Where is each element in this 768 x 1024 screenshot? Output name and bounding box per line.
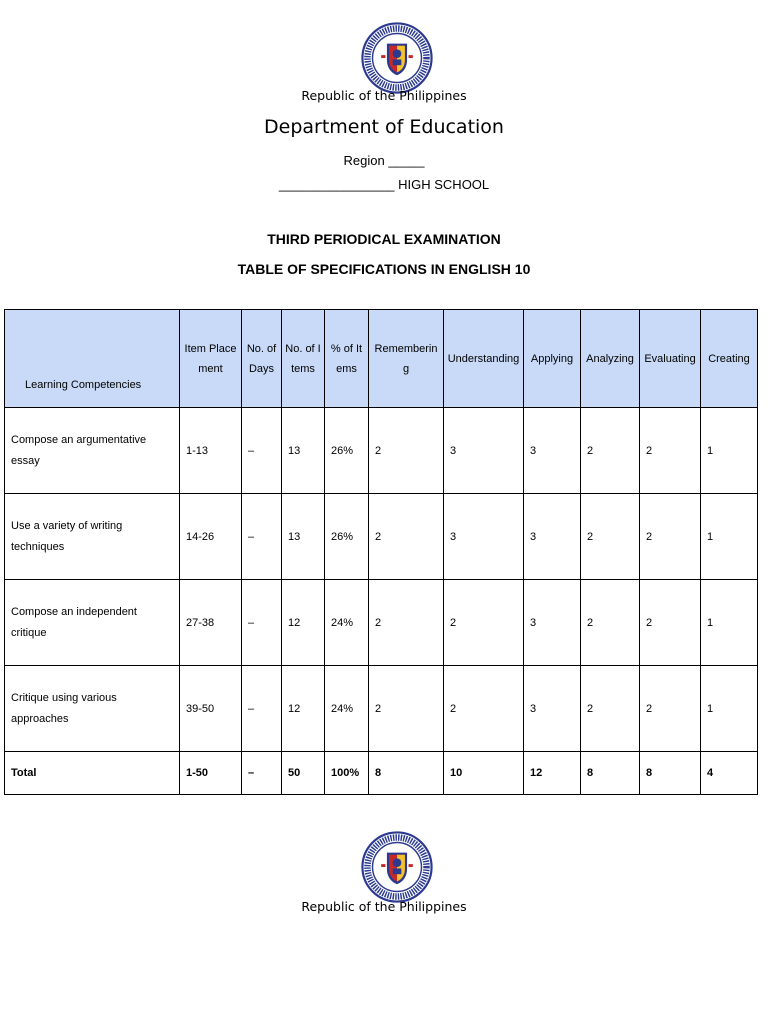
table-row bbox=[5, 666, 758, 752]
items-cell: 12 bbox=[282, 580, 325, 666]
department-title: Department of Education bbox=[264, 116, 504, 138]
competency-cell: Critique using various approaches bbox=[5, 666, 180, 752]
percent-cell: 26% bbox=[325, 494, 369, 580]
remembering-cell: 2 bbox=[369, 580, 444, 666]
placement-cell: 14-26 bbox=[180, 494, 242, 580]
table-header-row bbox=[5, 310, 758, 408]
placement-cell: 39-50 bbox=[180, 666, 242, 752]
evaluating-cell: 2 bbox=[640, 494, 701, 580]
competency-cell: Use a variety of writing techniques bbox=[5, 494, 180, 580]
col-creating: Creating bbox=[701, 310, 758, 408]
analyzing-cell: 2 bbox=[581, 580, 640, 666]
items-cell: 13 bbox=[282, 494, 325, 580]
region-line: Region _____ bbox=[343, 153, 425, 168]
total-understanding-cell: 10 bbox=[444, 752, 524, 795]
school-line: ________________ HIGH SCHOOL bbox=[278, 177, 490, 192]
evaluating-cell: 2 bbox=[640, 408, 701, 494]
placement-cell: 27-38 bbox=[180, 580, 242, 666]
total-days-cell: – bbox=[242, 752, 282, 795]
col-remembering: Remembering bbox=[369, 310, 444, 408]
remembering-cell: 2 bbox=[369, 408, 444, 494]
days-cell: – bbox=[242, 666, 282, 752]
applying-cell: 3 bbox=[524, 666, 581, 752]
total-label-cell: Total bbox=[5, 752, 180, 795]
understanding-cell: 3 bbox=[444, 494, 524, 580]
understanding-cell: 2 bbox=[444, 580, 524, 666]
col-understanding: Understanding bbox=[444, 310, 524, 408]
understanding-cell: 3 bbox=[444, 408, 524, 494]
remembering-cell: 2 bbox=[369, 494, 444, 580]
col-learning-competencies: Learning Competencies bbox=[5, 310, 180, 408]
items-cell: 13 bbox=[282, 408, 325, 494]
understanding-cell: 2 bbox=[444, 666, 524, 752]
days-cell: – bbox=[242, 494, 282, 580]
republic-label: Republic of the Philippines bbox=[301, 88, 467, 103]
applying-cell: 3 bbox=[524, 408, 581, 494]
applying-cell: 3 bbox=[524, 580, 581, 666]
percent-cell: 24% bbox=[325, 580, 369, 666]
total-row bbox=[5, 752, 758, 795]
creating-cell: 1 bbox=[701, 580, 758, 666]
creating-cell: 1 bbox=[701, 666, 758, 752]
analyzing-cell: 2 bbox=[581, 494, 640, 580]
col-analyzing: Analyzing bbox=[581, 310, 640, 408]
table-row bbox=[5, 494, 758, 580]
evaluating-cell: 2 bbox=[640, 666, 701, 752]
total-analyzing-cell: 8 bbox=[581, 752, 640, 795]
col-no-of-days: No. of Days bbox=[242, 310, 282, 408]
placement-cell: 1-13 bbox=[180, 408, 242, 494]
total-creating-cell: 4 bbox=[701, 752, 758, 795]
total-percent-cell: 100% bbox=[325, 752, 369, 795]
col-item-placement: Item Placement bbox=[180, 310, 242, 408]
evaluating-cell: 2 bbox=[640, 580, 701, 666]
total-remembering-cell: 8 bbox=[369, 752, 444, 795]
days-cell: – bbox=[242, 408, 282, 494]
total-items-cell: 50 bbox=[282, 752, 325, 795]
col-no-of-items: No. of Items bbox=[282, 310, 325, 408]
exam-title: THIRD PERIODICAL EXAMINATION bbox=[267, 231, 501, 247]
percent-cell: 26% bbox=[325, 408, 369, 494]
total-evaluating-cell: 8 bbox=[640, 752, 701, 795]
analyzing-cell: 2 bbox=[581, 666, 640, 752]
creating-cell: 1 bbox=[701, 408, 758, 494]
analyzing-cell: 2 bbox=[581, 408, 640, 494]
total-applying-cell: 12 bbox=[524, 752, 581, 795]
deped-seal-logo bbox=[361, 22, 433, 94]
col-applying: Applying bbox=[524, 310, 581, 408]
col-evaluating: Evaluating bbox=[640, 310, 701, 408]
remembering-cell: 2 bbox=[369, 666, 444, 752]
col-percent-of-items: % of Items bbox=[325, 310, 369, 408]
table-title: TABLE OF SPECIFICATIONS IN ENGLISH 10 bbox=[237, 261, 531, 277]
percent-cell: 24% bbox=[325, 666, 369, 752]
creating-cell: 1 bbox=[701, 494, 758, 580]
table-row bbox=[5, 408, 758, 494]
competency-cell: Compose an argumentative essay bbox=[5, 408, 180, 494]
table-row bbox=[5, 580, 758, 666]
items-cell: 12 bbox=[282, 666, 325, 752]
footer-republic-label: Republic of the Philippines bbox=[301, 899, 467, 914]
competency-cell: Compose an independent critique bbox=[5, 580, 180, 666]
deped-seal-logo bbox=[361, 831, 433, 903]
days-cell: – bbox=[242, 580, 282, 666]
specifications-table bbox=[4, 309, 758, 795]
total-placement-cell: 1-50 bbox=[180, 752, 242, 795]
applying-cell: 3 bbox=[524, 494, 581, 580]
